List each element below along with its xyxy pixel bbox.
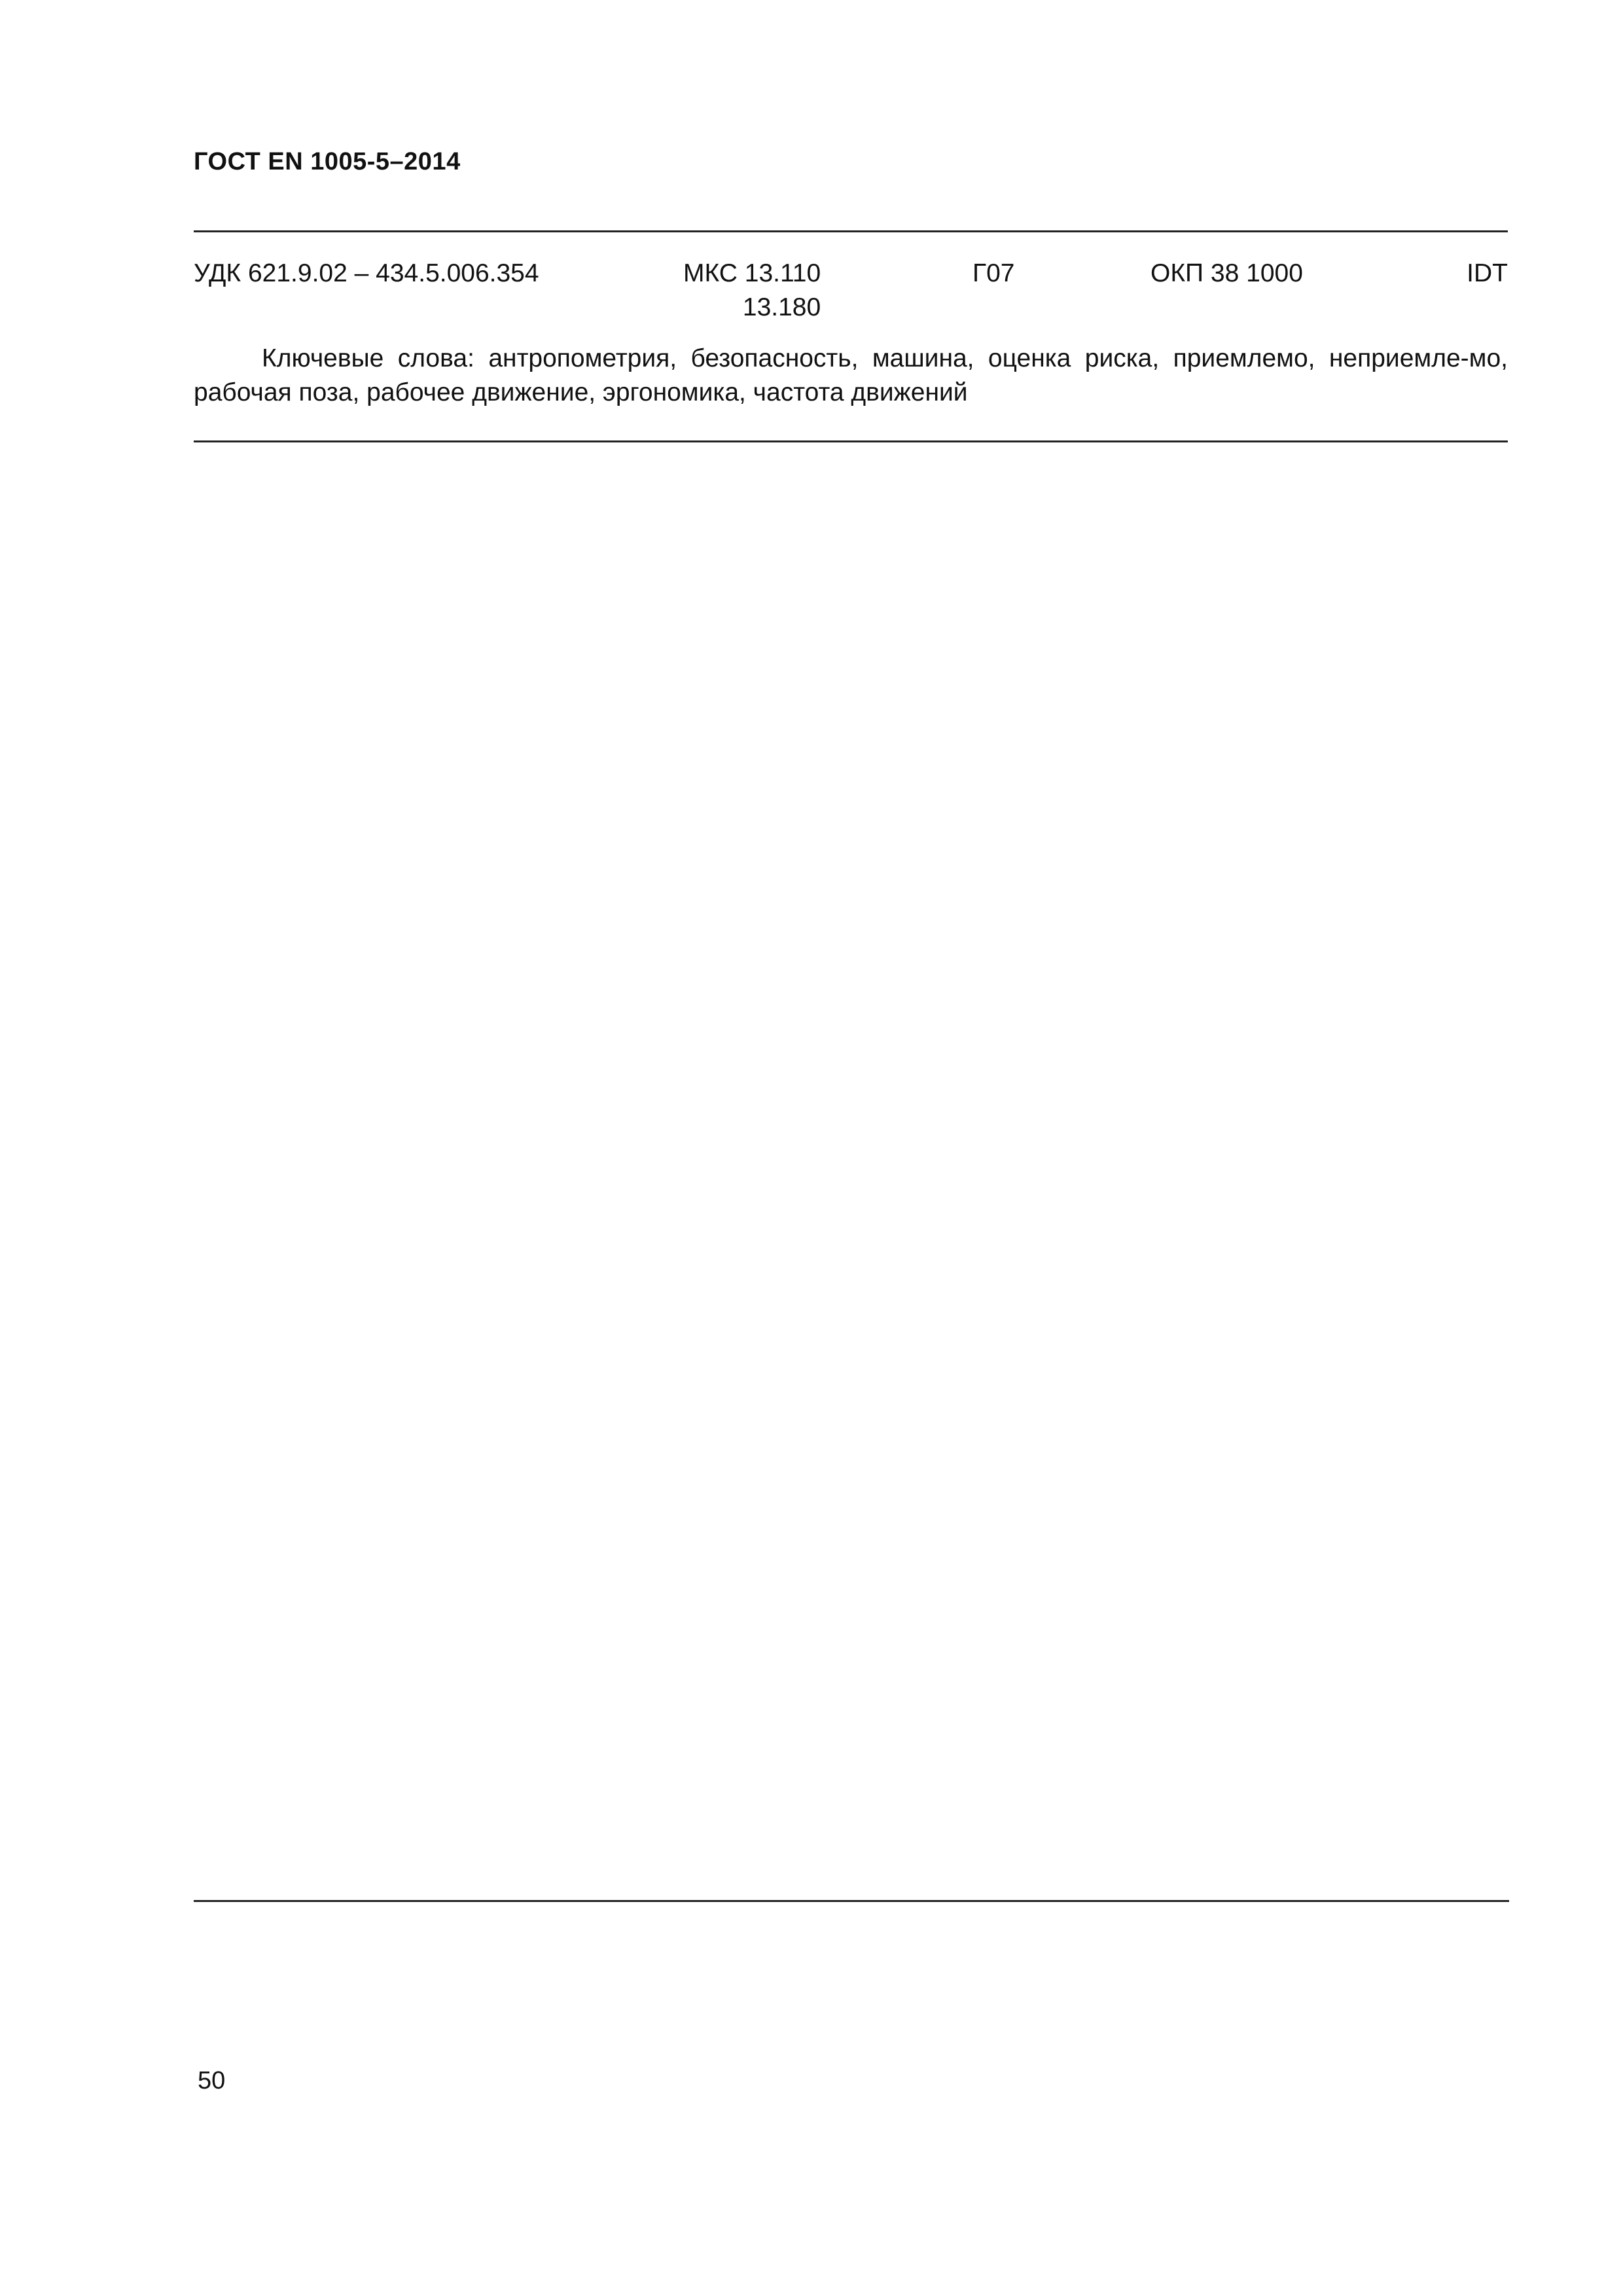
degree-of-correspondence: IDT [1467, 259, 1508, 287]
mks-code-1: МКС 13.110 [683, 259, 821, 287]
keywords-paragraph: Ключевые слова: антропометрия, безопасность, машина, оценка риска, приемлемо, неприемле-мо, рабочая поза, рабочее движение, эргономика, частота движений [194, 344, 1508, 406]
mks-codes [683, 257, 821, 325]
page-number: 50 [198, 2067, 226, 2094]
group-code: Г07 [972, 259, 1015, 287]
middle-divider [194, 440, 1508, 442]
okp-code: ОКП 38 1000 [1150, 259, 1303, 287]
top-divider [194, 230, 1508, 232]
classification-row [194, 257, 1508, 329]
udk-code: УДК 621.9.02 – 434.5.006.354 [194, 259, 539, 287]
mks-code-2: 13.180 [742, 293, 821, 321]
page-title: ГОСТ EN 1005-5–2014 [194, 148, 461, 175]
bottom-divider [194, 1900, 1509, 1902]
